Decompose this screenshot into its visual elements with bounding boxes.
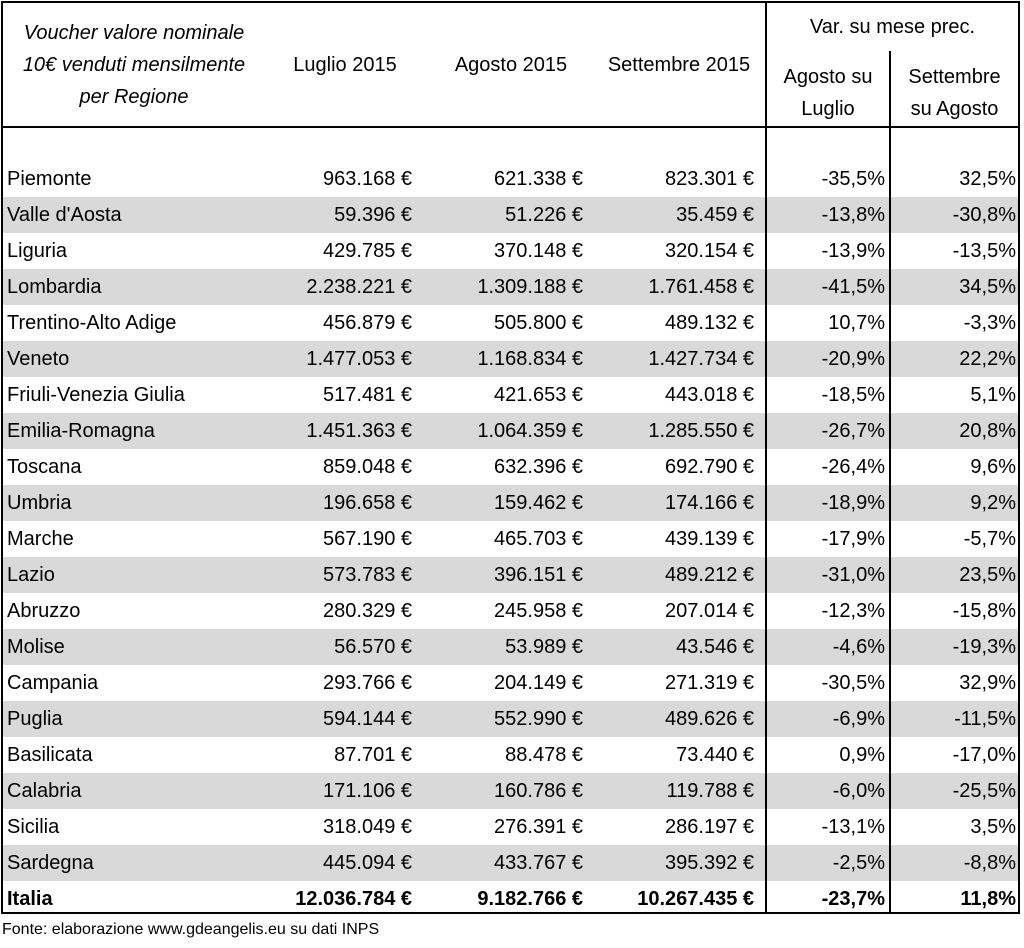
cell-name: Italia [7, 888, 53, 910]
cell-v2: 9,6% [970, 456, 1016, 478]
cell-sep: 1.761.458 € [648, 276, 754, 298]
cell-v2: -19,3% [952, 636, 1016, 658]
cell-name: Liguria [7, 240, 68, 262]
cell-jul: 567.190 € [323, 528, 412, 550]
cell-sep: 174.166 € [665, 492, 754, 514]
cell-sep: 320.154 € [665, 240, 754, 262]
cell-sep: 43.546 € [676, 636, 754, 658]
cell-name: Toscana [7, 456, 82, 478]
cell-jul: 429.785 € [323, 240, 412, 262]
cell-name: Emilia-Romagna [7, 420, 155, 442]
cell-v2: -25,5% [952, 780, 1016, 802]
cell-aug: 396.151 € [494, 564, 583, 586]
table-row [3, 413, 1018, 449]
cell-v2: -5,7% [963, 528, 1016, 550]
table-row [3, 233, 1018, 269]
table-row [3, 665, 1018, 701]
cell-name: Piemonte [7, 168, 92, 190]
variation-sub-divider [889, 51, 891, 914]
cell-v1: 0,9% [839, 744, 885, 766]
cell-name: Sicilia [7, 816, 60, 838]
cell-v1: -26,4% [821, 456, 885, 478]
var-aug-jul-header [767, 61, 889, 125]
cell-name: Basilicata [7, 744, 93, 766]
voucher-table [1, 1, 1020, 914]
cell-v1: 10,7% [828, 312, 885, 334]
cell-name: Sardegna [7, 852, 94, 874]
cell-jul: 445.094 € [323, 852, 412, 874]
cell-jul: 87.701 € [334, 744, 412, 766]
cell-jul: 318.049 € [323, 816, 412, 838]
variation-divider [765, 3, 767, 914]
cell-jul: 456.879 € [323, 312, 412, 334]
source-note: Fonte: elaborazione www.gdeangelis.eu su dati INPS [2, 921, 380, 938]
cell-jul: 2.238.221 € [306, 276, 412, 298]
table-row [3, 485, 1018, 521]
cell-name: Umbria [7, 492, 72, 514]
cell-v1: -30,5% [821, 672, 885, 694]
cell-v1: -6,9% [832, 708, 885, 730]
table-header [3, 3, 1018, 128]
cell-name: Marche [7, 528, 74, 550]
table-row [3, 773, 1018, 809]
cell-v1: -35,5% [821, 168, 885, 190]
table-row [3, 809, 1018, 845]
cell-v2: 3,5% [970, 816, 1016, 838]
september-column-header: Settembre 2015 [607, 54, 751, 76]
table-row [3, 737, 1018, 773]
cell-aug: 505.800 € [494, 312, 583, 334]
cell-aug: 9.182.766 € [477, 888, 583, 910]
cell-v2: -30,8% [952, 204, 1016, 226]
cell-sep: 286.197 € [665, 816, 754, 838]
cell-jul: 12.036.784 € [295, 888, 412, 910]
cell-aug: 1.064.359 € [477, 420, 583, 442]
table-row [3, 449, 1018, 485]
cell-sep: 271.319 € [665, 672, 754, 694]
cell-sep: 489.132 € [665, 312, 754, 334]
cell-v2: -8,8% [963, 852, 1016, 874]
cell-aug: 204.149 € [494, 672, 583, 694]
cell-jul: 963.168 € [323, 168, 412, 190]
cell-jul: 573.783 € [323, 564, 412, 586]
cell-v1: -12,3% [821, 600, 885, 622]
cell-sep: 1.427.734 € [648, 348, 754, 370]
cell-name: Valle d'Aosta [7, 204, 122, 226]
variation-group-header: Var. su mese prec. [809, 16, 976, 38]
cell-sep: 489.626 € [665, 708, 754, 730]
table-row [3, 341, 1018, 377]
cell-v2: 32,5% [959, 168, 1016, 190]
cell-aug: 1.309.188 € [477, 276, 583, 298]
cell-v1: -23,7% [821, 888, 885, 910]
cell-aug: 51.226 € [505, 204, 583, 226]
cell-v2: -11,5% [954, 708, 1016, 730]
table-row [3, 557, 1018, 593]
cell-name: Calabria [7, 780, 82, 802]
cell-sep: 443.018 € [665, 384, 754, 406]
cell-sep: 35.459 € [676, 204, 754, 226]
cell-sep: 823.301 € [665, 168, 754, 190]
cell-jul: 517.481 € [323, 384, 412, 406]
cell-v2: 5,1% [970, 384, 1016, 406]
cell-v1: -2,5% [832, 852, 885, 874]
region-header-line-3: per Regione [79, 86, 189, 108]
var-sep-line-2: su Agosto [910, 98, 999, 120]
cell-v2: -3,3% [963, 312, 1016, 334]
cell-v2: -17,0% [952, 744, 1016, 766]
cell-jul: 859.048 € [323, 456, 412, 478]
cell-v1: -41,5% [821, 276, 885, 298]
var-aug-line-1: Agosto su [783, 66, 873, 88]
cell-sep: 489.212 € [665, 564, 754, 586]
cell-v2: 20,8% [959, 420, 1016, 442]
var-sep-line-1: Settembre [908, 66, 1001, 88]
cell-name: Campania [7, 672, 99, 694]
cell-aug: 552.990 € [494, 708, 583, 730]
table-row [3, 593, 1018, 629]
cell-jul: 59.396 € [334, 204, 412, 226]
cell-name: Lazio [7, 564, 55, 586]
cell-aug: 159.462 € [494, 492, 583, 514]
cell-aug: 88.478 € [505, 744, 583, 766]
table-row [3, 629, 1018, 665]
cell-jul: 293.766 € [323, 672, 412, 694]
cell-v1: -13,1% [821, 816, 885, 838]
cell-v1: -18,9% [821, 492, 885, 514]
cell-jul: 196.658 € [323, 492, 412, 514]
cell-v2: 23,5% [959, 564, 1016, 586]
table-row [3, 197, 1018, 233]
cell-name: Lombardia [7, 276, 102, 298]
cell-v1: -17,9% [821, 528, 885, 550]
table-row [3, 161, 1018, 197]
cell-aug: 370.148 € [494, 240, 583, 262]
cell-name: Puglia [7, 708, 63, 730]
cell-v2: -13,5% [952, 240, 1016, 262]
cell-v1: -4,6% [832, 636, 885, 658]
cell-name: Trentino-Alto Adige [7, 312, 177, 334]
table-row [3, 377, 1018, 413]
cell-jul: 171.106 € [323, 780, 412, 802]
august-column-header: Agosto 2015 [454, 54, 568, 76]
cell-v2: -15,8% [952, 600, 1016, 622]
cell-sep: 10.267.435 € [637, 888, 754, 910]
cell-v1: -31,0% [821, 564, 885, 586]
cell-name: Abruzzo [7, 600, 81, 622]
var-aug-line-2: Luglio [801, 98, 855, 120]
cell-aug: 632.396 € [494, 456, 583, 478]
cell-sep: 119.788 € [666, 780, 754, 802]
cell-v2: 22,2% [959, 348, 1016, 370]
cell-aug: 433.767 € [494, 852, 583, 874]
cell-v1: -13,8% [821, 204, 885, 226]
cell-aug: 245.958 € [494, 600, 583, 622]
cell-v2: 11,8% [960, 888, 1016, 910]
cell-aug: 160.786 € [494, 780, 583, 802]
cell-v2: 32,9% [959, 672, 1016, 694]
cell-v1: -26,7% [821, 420, 885, 442]
cell-name: Friuli-Venezia Giulia [7, 384, 185, 406]
total-row [3, 881, 1018, 917]
cell-v2: 34,5% [959, 276, 1016, 298]
cell-aug: 53.989 € [505, 636, 583, 658]
cell-sep: 1.285.550 € [648, 420, 754, 442]
region-header-line-1: Voucher valore nominale [23, 22, 245, 44]
cell-aug: 1.168.834 € [477, 348, 583, 370]
cell-jul: 594.144 € [323, 708, 412, 730]
table-row [3, 701, 1018, 737]
cell-v1: -18,5% [821, 384, 885, 406]
cell-sep: 395.392 € [665, 852, 754, 874]
cell-jul: 56.570 € [334, 636, 412, 658]
table-row [3, 521, 1018, 557]
cell-aug: 421.653 € [494, 384, 583, 406]
region-header-line-2: 10€ venduti mensilmente [22, 54, 246, 76]
region-column-header [3, 17, 265, 113]
var-sep-aug-header [891, 61, 1018, 125]
cell-jul: 1.477.053 € [306, 348, 412, 370]
cell-jul: 280.329 € [323, 600, 412, 622]
cell-aug: 465.703 € [494, 528, 583, 550]
cell-v2: 9,2% [970, 492, 1016, 514]
table-row [3, 845, 1018, 881]
cell-jul: 1.451.363 € [306, 420, 412, 442]
july-column-header: Luglio 2015 [293, 54, 397, 76]
cell-v1: -13,9% [821, 240, 885, 262]
table-row [3, 269, 1018, 305]
cell-aug: 276.391 € [494, 816, 583, 838]
cell-sep: 439.139 € [665, 528, 754, 550]
cell-name: Molise [7, 636, 65, 658]
cell-sep: 73.440 € [676, 744, 754, 766]
table-row [3, 305, 1018, 341]
cell-aug: 621.338 € [494, 168, 583, 190]
cell-sep: 207.014 € [665, 600, 754, 622]
cell-name: Veneto [7, 348, 70, 370]
cell-sep: 692.790 € [665, 456, 754, 478]
cell-v1: -6,0% [832, 780, 885, 802]
cell-v1: -20,9% [821, 348, 885, 370]
